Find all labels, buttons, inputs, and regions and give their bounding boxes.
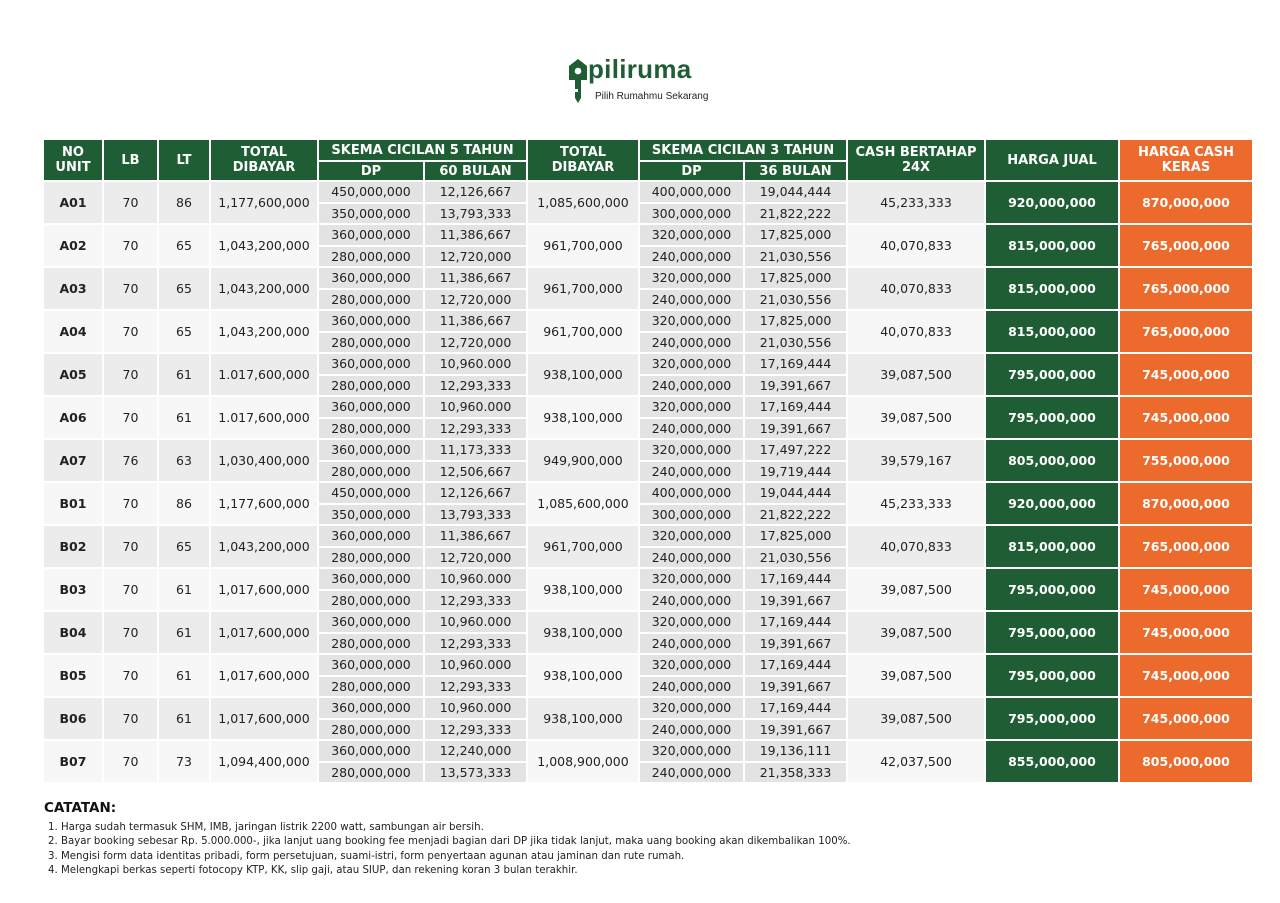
bulan-60-cell: 12,720,000	[425, 548, 526, 568]
bulan-36-cell: 19,044,444	[745, 483, 846, 503]
bulan-36-cell: 21,030,556	[745, 333, 846, 353]
total-3-cell: 938,100,000	[528, 397, 638, 438]
harga-jual-cell: 815,000,000	[986, 311, 1118, 352]
dp-5-cell: 360,000,000	[319, 612, 423, 632]
unit-cell: B05	[44, 655, 102, 696]
dp-5-cell: 350,000,000	[319, 505, 423, 525]
bulan-36-cell: 17,825,000	[745, 311, 846, 331]
dp-3-cell: 320,000,000	[640, 225, 743, 245]
header-lt: LT	[159, 140, 209, 180]
dp-5-cell: 280,000,000	[319, 763, 423, 783]
lt-cell: 61	[159, 655, 209, 696]
lb-cell: 70	[104, 397, 157, 438]
bulan-36-cell: 19,391,667	[745, 376, 846, 396]
total-5-cell: 1,094,400,000	[211, 741, 317, 782]
bulan-60-cell: 10,960.000	[425, 698, 526, 718]
total-3-cell: 949,900,000	[528, 440, 638, 481]
dp-5-cell: 280,000,000	[319, 720, 423, 740]
cash-24-cell: 39,087,500	[848, 354, 984, 395]
total-3-cell: 938,100,000	[528, 569, 638, 610]
total-3-cell: 961,700,000	[528, 526, 638, 567]
total-5-cell: 1,177,600,000	[211, 182, 317, 223]
notes-title: CATATAN:	[44, 800, 117, 816]
cash-24-cell: 39,087,500	[848, 569, 984, 610]
unit-cell: A06	[44, 397, 102, 438]
note-item: 2. Bayar booking sebesar Rp. 5.000.000-, jika lanjut uang booking fee menjadi bagian dari DP jika tidak lanjut, maka uang booking akan dikembalikan 100%.	[61, 835, 1234, 849]
cash-keras-cell: 870,000,000	[1120, 182, 1252, 223]
brand-name: piliruma	[588, 54, 692, 84]
total-5-cell: 1,017,600,000	[211, 612, 317, 653]
harga-jual-cell: 855,000,000	[986, 741, 1118, 782]
bulan-60-cell: 12,293,333	[425, 376, 526, 396]
lt-cell: 61	[159, 354, 209, 395]
dp-3-cell: 400,000,000	[640, 182, 743, 202]
bulan-36-cell: 19,044,444	[745, 182, 846, 202]
unit-cell: A01	[44, 182, 102, 223]
bulan-36-cell: 17,169,444	[745, 698, 846, 718]
bulan-60-cell: 10,960.000	[425, 655, 526, 675]
note-item: 3. Mengisi form data identitas pribadi, form persetujuan, suami-istri, form penyertaan agunan atau jaminan dan rute rumah.	[61, 850, 1234, 864]
dp-3-cell: 320,000,000	[640, 526, 743, 546]
dp-3-cell: 240,000,000	[640, 290, 743, 310]
bulan-60-cell: 12,293,333	[425, 720, 526, 740]
cash-keras-cell: 765,000,000	[1120, 225, 1252, 266]
bulan-36-cell: 17,169,444	[745, 354, 846, 374]
bulan-36-cell: 17,825,000	[745, 268, 846, 288]
total-3-cell: 1,085,600,000	[528, 483, 638, 524]
header-skema-5-tahun: SKEMA CICILAN 5 TAHUN	[319, 140, 526, 160]
total-5-cell: 1,043,200,000	[211, 268, 317, 309]
dp-5-cell: 360,000,000	[319, 397, 423, 417]
note-item: 1. Harga sudah termasuk SHM, IMB, jaringan listrik 2200 watt, sambungan air bersih.	[61, 821, 1234, 835]
cash-keras-cell: 755,000,000	[1120, 440, 1252, 481]
dp-3-cell: 240,000,000	[640, 591, 743, 611]
lb-cell: 76	[104, 440, 157, 481]
dp-3-cell: 240,000,000	[640, 634, 743, 654]
cash-24-cell: 39,087,500	[848, 698, 984, 739]
dp-3-cell: 320,000,000	[640, 569, 743, 589]
table-row	[44, 182, 1252, 202]
harga-jual-cell: 795,000,000	[986, 655, 1118, 696]
lb-cell: 70	[104, 526, 157, 567]
total-5-cell: 1,017,600,000	[211, 698, 317, 739]
lb-cell: 70	[104, 483, 157, 524]
cash-24-cell: 40,070,833	[848, 311, 984, 352]
cash-keras-cell: 765,000,000	[1120, 311, 1252, 352]
cash-24-cell: 39,579,167	[848, 440, 984, 481]
dp-5-cell: 360,000,000	[319, 526, 423, 546]
bulan-60-cell: 10,960.000	[425, 397, 526, 417]
cash-keras-cell: 870,000,000	[1120, 483, 1252, 524]
bulan-36-cell: 17,169,444	[745, 612, 846, 632]
lb-cell: 70	[104, 655, 157, 696]
bulan-60-cell: 13,793,333	[425, 505, 526, 525]
lt-cell: 65	[159, 268, 209, 309]
cash-keras-cell: 765,000,000	[1120, 526, 1252, 567]
header-dp-5: DP	[319, 162, 423, 180]
table-row	[44, 569, 1252, 589]
dp-5-cell: 280,000,000	[319, 591, 423, 611]
dp-3-cell: 320,000,000	[640, 741, 743, 761]
lb-cell: 70	[104, 311, 157, 352]
dp-3-cell: 320,000,000	[640, 397, 743, 417]
dp-5-cell: 280,000,000	[319, 634, 423, 654]
lt-cell: 86	[159, 483, 209, 524]
dp-3-cell: 300,000,000	[640, 204, 743, 224]
lt-cell: 61	[159, 612, 209, 653]
dp-5-cell: 360,000,000	[319, 698, 423, 718]
bulan-36-cell: 21,358,333	[745, 763, 846, 783]
dp-5-cell: 450,000,000	[319, 483, 423, 503]
bulan-60-cell: 12,126,667	[425, 182, 526, 202]
harga-jual-cell: 795,000,000	[986, 612, 1118, 653]
bulan-60-cell: 11,386,667	[425, 311, 526, 331]
bulan-60-cell: 11,173,333	[425, 440, 526, 460]
dp-3-cell: 320,000,000	[640, 354, 743, 374]
bulan-60-cell: 12,720,000	[425, 290, 526, 310]
unit-cell: B03	[44, 569, 102, 610]
harga-jual-cell: 815,000,000	[986, 526, 1118, 567]
header-36-bulan: 36 BULAN	[745, 162, 846, 180]
harga-jual-cell: 920,000,000	[986, 483, 1118, 524]
dp-5-cell: 280,000,000	[319, 333, 423, 353]
cash-keras-cell: 745,000,000	[1120, 354, 1252, 395]
dp-3-cell: 240,000,000	[640, 548, 743, 568]
dp-3-cell: 240,000,000	[640, 247, 743, 267]
total-5-cell: 1,043,200,000	[211, 526, 317, 567]
lt-cell: 61	[159, 397, 209, 438]
bulan-60-cell: 12,293,333	[425, 591, 526, 611]
dp-5-cell: 360,000,000	[319, 741, 423, 761]
cash-keras-cell: 745,000,000	[1120, 569, 1252, 610]
bulan-36-cell: 21,822,222	[745, 505, 846, 525]
cash-keras-cell: 745,000,000	[1120, 397, 1252, 438]
dp-3-cell: 320,000,000	[640, 440, 743, 460]
lt-cell: 61	[159, 569, 209, 610]
cash-keras-cell: 745,000,000	[1120, 612, 1252, 653]
harga-jual-cell: 815,000,000	[986, 268, 1118, 309]
bulan-60-cell: 12,720,000	[425, 247, 526, 267]
dp-5-cell: 360,000,000	[319, 569, 423, 589]
bulan-36-cell: 19,719,444	[745, 462, 846, 482]
cash-24-cell: 39,087,500	[848, 612, 984, 653]
total-5-cell: 1,017,600,000	[211, 569, 317, 610]
dp-5-cell: 360,000,000	[319, 268, 423, 288]
dp-5-cell: 360,000,000	[319, 440, 423, 460]
unit-cell: A03	[44, 268, 102, 309]
table-row	[44, 397, 1252, 417]
lb-cell: 70	[104, 354, 157, 395]
bulan-60-cell: 12,293,333	[425, 419, 526, 439]
harga-jual-cell: 805,000,000	[986, 440, 1118, 481]
total-5-cell: 1.017,600,000	[211, 354, 317, 395]
table-row	[44, 440, 1252, 460]
dp-3-cell: 300,000,000	[640, 505, 743, 525]
bulan-60-cell: 11,386,667	[425, 526, 526, 546]
dp-5-cell: 280,000,000	[319, 548, 423, 568]
table-row	[44, 526, 1252, 546]
total-3-cell: 938,100,000	[528, 698, 638, 739]
header-harga-jual: HARGA JUAL	[986, 140, 1118, 180]
table-row	[44, 268, 1252, 288]
dp-3-cell: 240,000,000	[640, 419, 743, 439]
bulan-60-cell: 12,293,333	[425, 634, 526, 654]
table-row	[44, 225, 1252, 245]
bulan-36-cell: 17,169,444	[745, 397, 846, 417]
lt-cell: 65	[159, 526, 209, 567]
total-3-cell: 1,085,600,000	[528, 182, 638, 223]
dp-5-cell: 450,000,000	[319, 182, 423, 202]
bulan-36-cell: 19,391,667	[745, 419, 846, 439]
total-3-cell: 938,100,000	[528, 655, 638, 696]
price-table-body	[44, 182, 1252, 782]
bulan-60-cell: 12,126,667	[425, 483, 526, 503]
bulan-36-cell: 17,169,444	[745, 655, 846, 675]
dp-3-cell: 320,000,000	[640, 655, 743, 675]
harga-jual-cell: 795,000,000	[986, 569, 1118, 610]
dp-3-cell: 240,000,000	[640, 376, 743, 396]
unit-cell: B06	[44, 698, 102, 739]
table-row	[44, 698, 1252, 718]
harga-jual-cell: 795,000,000	[986, 354, 1118, 395]
bulan-36-cell: 17,169,444	[745, 569, 846, 589]
bulan-36-cell: 17,825,000	[745, 526, 846, 546]
unit-cell: B07	[44, 741, 102, 782]
dp-5-cell: 360,000,000	[319, 225, 423, 245]
lb-cell: 70	[104, 698, 157, 739]
dp-5-cell: 360,000,000	[319, 354, 423, 374]
header-harga-cash-keras: HARGA CASH KERAS	[1120, 140, 1252, 180]
table-row	[44, 483, 1252, 503]
note-item: 4. Melengkapi berkas seperti fotocopy KTP, KK, slip gaji, atau SIUP, dan rekening koran 3 bulan terakhir.	[61, 864, 1234, 878]
dp-3-cell: 320,000,000	[640, 311, 743, 331]
dp-5-cell: 280,000,000	[319, 376, 423, 396]
cash-keras-cell: 745,000,000	[1120, 655, 1252, 696]
dp-5-cell: 280,000,000	[319, 677, 423, 697]
harga-jual-cell: 795,000,000	[986, 397, 1118, 438]
cash-keras-cell: 745,000,000	[1120, 698, 1252, 739]
bulan-60-cell: 13,793,333	[425, 204, 526, 224]
header-skema-3-tahun: SKEMA CICILAN 3 TAHUN	[640, 140, 846, 160]
total-5-cell: 1,177,600,000	[211, 483, 317, 524]
dp-3-cell: 240,000,000	[640, 462, 743, 482]
cash-24-cell: 40,070,833	[848, 526, 984, 567]
lt-cell: 73	[159, 741, 209, 782]
total-3-cell: 938,100,000	[528, 354, 638, 395]
price-table	[42, 138, 1254, 784]
total-3-cell: 961,700,000	[528, 311, 638, 352]
lb-cell: 70	[104, 612, 157, 653]
total-5-cell: 1,043,200,000	[211, 225, 317, 266]
harga-jual-cell: 795,000,000	[986, 698, 1118, 739]
lb-cell: 70	[104, 268, 157, 309]
bulan-60-cell: 13,573,333	[425, 763, 526, 783]
unit-cell: A04	[44, 311, 102, 352]
bulan-60-cell: 11,386,667	[425, 225, 526, 245]
total-3-cell: 1,008,900,000	[528, 741, 638, 782]
cash-24-cell: 40,070,833	[848, 225, 984, 266]
lb-cell: 70	[104, 741, 157, 782]
bulan-36-cell: 21,030,556	[745, 247, 846, 267]
table-row	[44, 612, 1252, 632]
lt-cell: 86	[159, 182, 209, 223]
header-60-bulan: 60 BULAN	[425, 162, 526, 180]
header-dp-3: DP	[640, 162, 743, 180]
cash-keras-cell: 805,000,000	[1120, 741, 1252, 782]
lt-cell: 65	[159, 225, 209, 266]
lt-cell: 65	[159, 311, 209, 352]
house-key-icon	[568, 58, 588, 104]
bulan-36-cell: 21,030,556	[745, 548, 846, 568]
cash-24-cell: 39,087,500	[848, 655, 984, 696]
dp-5-cell: 360,000,000	[319, 311, 423, 331]
cash-24-cell: 45,233,333	[848, 182, 984, 223]
bulan-60-cell: 12,506,667	[425, 462, 526, 482]
table-row	[44, 655, 1252, 675]
brand-tagline: Pilih Rumahmu Sekarang	[595, 91, 709, 102]
bulan-36-cell: 17,825,000	[745, 225, 846, 245]
table-row	[44, 741, 1252, 761]
bulan-36-cell: 21,030,556	[745, 290, 846, 310]
unit-cell: B01	[44, 483, 102, 524]
total-3-cell: 961,700,000	[528, 268, 638, 309]
header-total-dibayar-3: TOTAL DIBAYAR	[528, 140, 638, 180]
bulan-36-cell: 19,391,667	[745, 677, 846, 697]
lb-cell: 70	[104, 569, 157, 610]
dp-3-cell: 240,000,000	[640, 763, 743, 783]
bulan-36-cell: 19,391,667	[745, 720, 846, 740]
dp-3-cell: 320,000,000	[640, 268, 743, 288]
lt-cell: 63	[159, 440, 209, 481]
bulan-60-cell: 10,960.000	[425, 569, 526, 589]
total-3-cell: 938,100,000	[528, 612, 638, 653]
dp-3-cell: 320,000,000	[640, 612, 743, 632]
cash-24-cell: 45,233,333	[848, 483, 984, 524]
bulan-36-cell: 17,497,222	[745, 440, 846, 460]
unit-cell: A05	[44, 354, 102, 395]
dp-5-cell: 280,000,000	[319, 462, 423, 482]
notes-list	[44, 821, 1234, 878]
dp-5-cell: 280,000,000	[319, 247, 423, 267]
header-no-unit: NO UNIT	[44, 140, 102, 180]
lb-cell: 70	[104, 182, 157, 223]
harga-jual-cell: 920,000,000	[986, 182, 1118, 223]
dp-5-cell: 360,000,000	[319, 655, 423, 675]
bulan-36-cell: 19,391,667	[745, 591, 846, 611]
cash-24-cell: 40,070,833	[848, 268, 984, 309]
harga-jual-cell: 815,000,000	[986, 225, 1118, 266]
dp-5-cell: 280,000,000	[319, 419, 423, 439]
bulan-36-cell: 19,136,111	[745, 741, 846, 761]
cash-24-cell: 42,037,500	[848, 741, 984, 782]
bulan-60-cell: 12,720,000	[425, 333, 526, 353]
total-5-cell: 1.017,600,000	[211, 397, 317, 438]
lb-cell: 70	[104, 225, 157, 266]
dp-3-cell: 240,000,000	[640, 720, 743, 740]
brand-logo	[568, 56, 718, 106]
total-5-cell: 1,043,200,000	[211, 311, 317, 352]
bulan-36-cell: 21,822,222	[745, 204, 846, 224]
unit-cell: B02	[44, 526, 102, 567]
unit-cell: B04	[44, 612, 102, 653]
notes-section	[44, 800, 1234, 878]
dp-3-cell: 400,000,000	[640, 483, 743, 503]
dp-5-cell: 350,000,000	[319, 204, 423, 224]
total-3-cell: 961,700,000	[528, 225, 638, 266]
lt-cell: 61	[159, 698, 209, 739]
dp-3-cell: 320,000,000	[640, 698, 743, 718]
table-row	[44, 311, 1252, 331]
total-5-cell: 1,017,600,000	[211, 655, 317, 696]
dp-3-cell: 240,000,000	[640, 677, 743, 697]
header-lb: LB	[104, 140, 157, 180]
bulan-60-cell: 10,960.000	[425, 612, 526, 632]
total-5-cell: 1,030,400,000	[211, 440, 317, 481]
cash-keras-cell: 765,000,000	[1120, 268, 1252, 309]
cash-24-cell: 39,087,500	[848, 397, 984, 438]
unit-cell: A02	[44, 225, 102, 266]
header-cash-bertahap: CASH BERTAHAP 24X	[848, 140, 984, 180]
bulan-60-cell: 10,960.000	[425, 354, 526, 374]
bulan-60-cell: 12,240,000	[425, 741, 526, 761]
dp-3-cell: 240,000,000	[640, 333, 743, 353]
bulan-60-cell: 12,293,333	[425, 677, 526, 697]
header-total-dibayar-5: TOTAL DIBAYAR	[211, 140, 317, 180]
bulan-36-cell: 19,391,667	[745, 634, 846, 654]
table-row	[44, 354, 1252, 374]
dp-5-cell: 280,000,000	[319, 290, 423, 310]
bulan-60-cell: 11,386,667	[425, 268, 526, 288]
unit-cell: A07	[44, 440, 102, 481]
